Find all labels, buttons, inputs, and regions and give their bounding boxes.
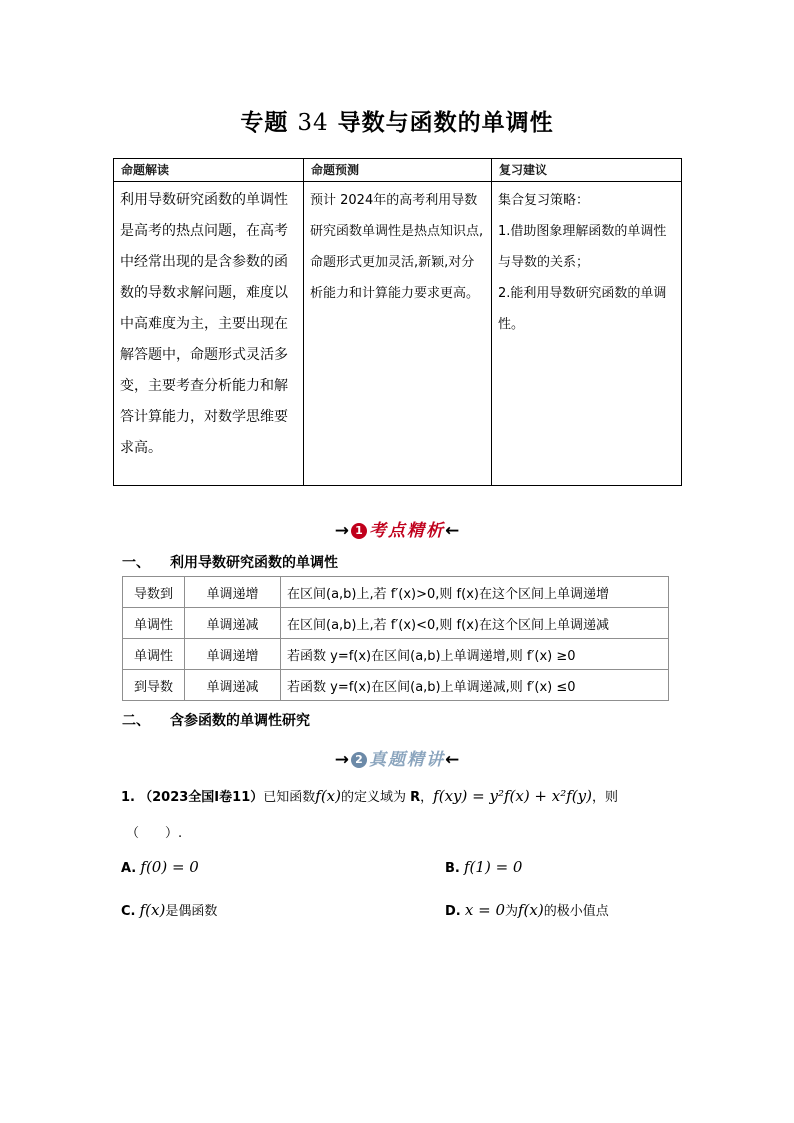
page-title bbox=[0, 104, 794, 137]
section-label: 真题精讲 bbox=[369, 750, 445, 770]
subheading-index: 二、 bbox=[122, 713, 150, 729]
type-label: 单调递减 bbox=[185, 670, 281, 701]
table-row bbox=[123, 639, 669, 670]
advice-line: 集合复习策略： bbox=[498, 193, 590, 208]
question-stem bbox=[121, 786, 618, 805]
option-math: x = 0 bbox=[464, 901, 505, 919]
monotonicity-table bbox=[122, 576, 669, 701]
option-d[interactable] bbox=[445, 900, 609, 919]
functional-equation: f(xy) = y²f(x) + x²f(y) bbox=[433, 787, 592, 805]
arrow-left-icon: ← bbox=[445, 750, 460, 770]
option-label: A. bbox=[121, 861, 137, 876]
group-label: 单调性 bbox=[123, 608, 185, 639]
prediction-text: 预计 2024年的高考利用导数研究函数单调性是热点知识点,命题形式更加灵活,新颖,对分析能力和计算能力要求更高。 bbox=[304, 182, 492, 486]
advice-line: 2.能利用导数研究函数的单调性。 bbox=[498, 286, 667, 332]
option-text: 的极小值点 bbox=[543, 904, 609, 919]
option-label: C. bbox=[121, 904, 136, 919]
number-badge: 2 bbox=[351, 752, 367, 768]
review-advice-cell bbox=[492, 182, 682, 486]
title-text: 导数与函数的单调性 bbox=[337, 110, 554, 136]
advice-line: 1.借助图象理解函数的单调性与导数的关系； bbox=[498, 224, 667, 270]
separator: ， bbox=[420, 790, 434, 805]
table-row bbox=[123, 670, 669, 701]
type-label: 单调递增 bbox=[185, 639, 281, 670]
header-interpretation: 命题解读 bbox=[114, 159, 304, 182]
option-math: f(0) = 0 bbox=[140, 858, 199, 876]
option-b[interactable] bbox=[445, 858, 522, 876]
type-label: 单调递增 bbox=[185, 577, 281, 608]
stem-text: ，则 bbox=[591, 790, 618, 805]
overview-body-row bbox=[114, 182, 682, 486]
option-math: f(x) bbox=[518, 901, 544, 919]
option-a[interactable] bbox=[121, 858, 199, 876]
number-badge: 1 bbox=[351, 523, 367, 539]
question-number: 1. bbox=[121, 790, 135, 805]
subheading-text: 利用导数研究函数的单调性 bbox=[170, 555, 338, 571]
function-symbol: f(x) bbox=[315, 787, 341, 805]
question-source: （2023全国Ⅰ卷11） bbox=[139, 790, 264, 805]
title-number: 34 bbox=[297, 110, 329, 136]
option-c[interactable] bbox=[121, 900, 217, 919]
option-label: B. bbox=[445, 861, 460, 876]
section-heading-key-points bbox=[0, 516, 794, 541]
arrow-right-icon: → bbox=[334, 521, 349, 541]
section-label: 考点精析 bbox=[369, 521, 445, 541]
stem-text: 的定义域为 bbox=[340, 790, 406, 805]
rule-text: 若函数 y=f(x)在区间(a,b)上单调递增,则 f′(x) ≥0 bbox=[281, 639, 669, 670]
table-row bbox=[123, 608, 669, 639]
option-label: D. bbox=[445, 904, 461, 919]
option-math: f(1) = 0 bbox=[464, 858, 523, 876]
stem-text: 已知函数 bbox=[263, 790, 316, 805]
type-label: 单调递减 bbox=[185, 608, 281, 639]
title-prefix: 专题 bbox=[240, 110, 289, 136]
overview-header-row bbox=[114, 159, 682, 182]
subheading-2 bbox=[122, 710, 310, 730]
group-label: 到导数 bbox=[123, 670, 185, 701]
header-prediction: 命题预测 bbox=[304, 159, 492, 182]
arrow-left-icon: ← bbox=[445, 521, 460, 541]
table-row bbox=[123, 577, 669, 608]
arrow-right-icon: → bbox=[334, 750, 349, 770]
option-text: 为 bbox=[504, 904, 518, 919]
rule-text: 若函数 y=f(x)在区间(a,b)上单调递减,则 f′(x) ≤0 bbox=[281, 670, 669, 701]
domain-symbol: R bbox=[410, 790, 421, 805]
section-heading-past-exams bbox=[0, 745, 794, 770]
overview-table bbox=[113, 158, 682, 486]
group-label: 导数到 bbox=[123, 577, 185, 608]
option-math: f(x) bbox=[139, 901, 166, 919]
subheading-1 bbox=[122, 552, 338, 572]
header-review-advice: 复习建议 bbox=[492, 159, 682, 182]
group-label: 单调性 bbox=[123, 639, 185, 670]
question-stem-continued: （ ）. bbox=[126, 826, 183, 841]
subheading-index: 一、 bbox=[122, 555, 150, 571]
option-text: 是偶函数 bbox=[165, 904, 218, 919]
rule-text: 在区间(a,b)上,若 f′(x)<0,则 f(x)在这个区间上单调递减 bbox=[281, 608, 669, 639]
rule-text: 在区间(a,b)上,若 f′(x)>0,则 f(x)在这个区间上单调递增 bbox=[281, 577, 669, 608]
interpretation-text: 利用导数研究函数的单调性是高考的热点问题，在高考中经常出现的是含参数的函数的导数求解问题，难度以中高难度为主，主要出现在解答题中，命题形式灵活多变，主要考查分析能力和解答计算能力，对数学思维要求高。 bbox=[114, 182, 304, 486]
subheading-text: 含参函数的单调性研究 bbox=[170, 713, 310, 729]
